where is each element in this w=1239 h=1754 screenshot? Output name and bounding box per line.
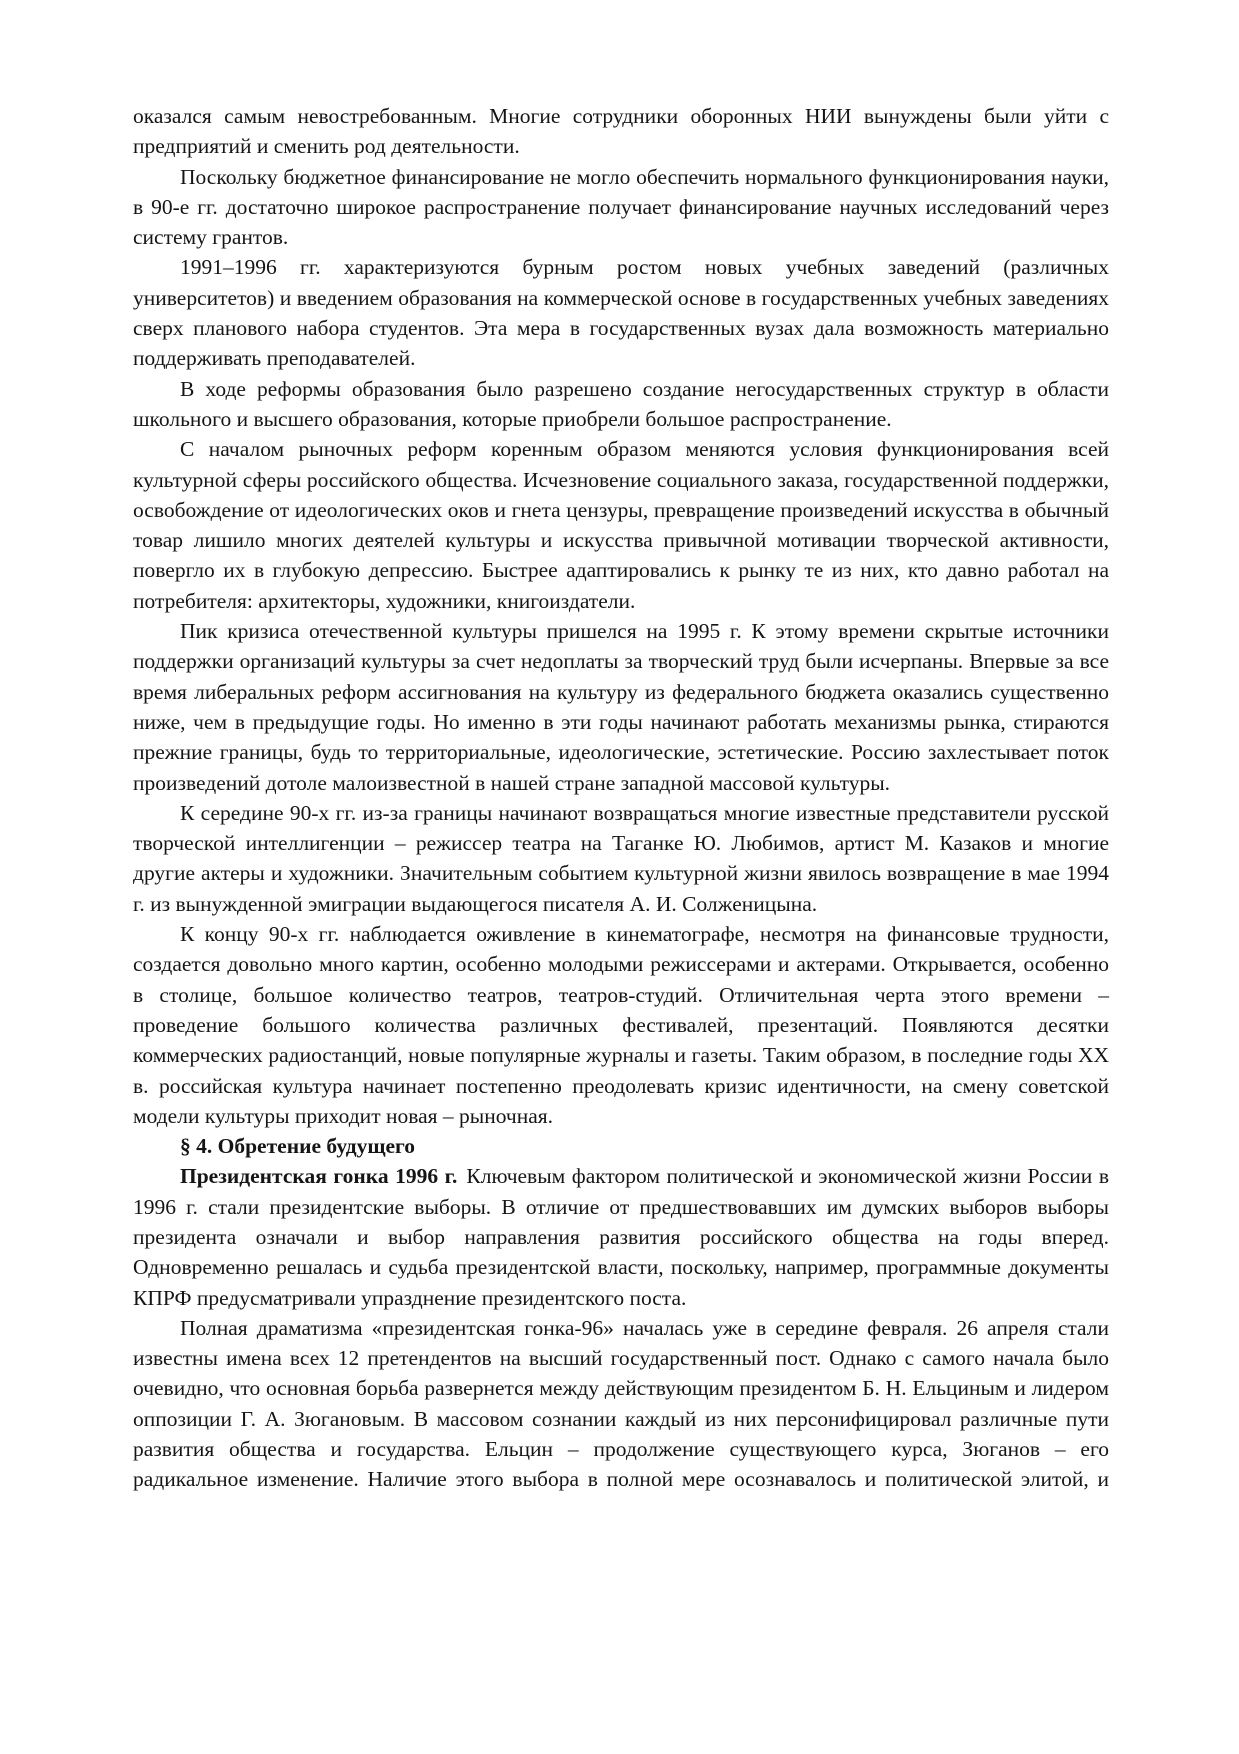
paragraph: К середине 90-х гг. из-за границы начинают возвращаться многие известные представители русской творческой интеллигенции – режиссер театра на Таганке Ю. Любимов, артист М. Казаков и многие другие актеры и художники. Значительным событием культурной жизни явилось возвращение в мае 1994 г. из вынужденной эмиграции выдающегося писателя А. И. Солженицына. xyxy=(133,800,1109,916)
paragraph: Полная драматизма «президентская гонка-96» началась уже в середине февраля. 26 апреля стали известны имена всех 12 претендентов на высший государственный пост. Однако с самого начала было очевидно, что основная борьба развернется между действующим президентом Б. Н. Ельциным и лидером оппозиции Г. А. Зюгановым. В массовом сознании каждый из них персонифицировал различные пути развития общества и государства. Ельцин – продолжение существующего курса, Зюганов – его радикальное изменение. Наличие этого выбора в полной мере осознавалось и политической элитой, и xyxy=(133,1315,1109,1492)
text-block xyxy=(133,101,1109,1495)
paragraph: 1991–1996 гг. характеризуются бурным ростом новых учебных заведений (различных университетов) и введением образования на коммерческой основе в государственных учебных заведениях сверх планового набора студентов. Эта мера в государственных вузах дала возможность материально поддерживать преподавателей. xyxy=(133,255,1109,371)
paragraph: К концу 90-х гг. наблюдается оживление в кинематографе, несмотря на финансовые трудности, создается довольно много картин, особенно молодыми режиссерами и актерами. Открывается, особенно в столице, большое количество театров, театров-студий. Отличительная черта этого времени – проведение большого количества различных фестивалей, презентаций. Появляются десятки коммерческих радиостанций, новые популярные журналы и газеты. Таким образом, в последние годы XX в. российская культура начинает постепенно преодолевать кризис идентичности, на смену советской модели культуры приходит новая – рыночная. xyxy=(133,922,1109,1128)
paragraph: Пик кризиса отечественной культуры пришелся на 1995 г. К этому времени скрытые источники поддержки организаций культуры за счет недоплаты за творческий труд были исчерпаны. Впервые за все время либеральных реформ ассигнования на культуру из федерального бюджета оказались существенно ниже, чем в предыдущие годы. Но именно в эти годы начинают работать механизмы рынка, стираются прежние границы, будь то территориальные, идеологические, эстетические. Россию захлестывает поток произведений дотоле малоизвестной в нашей стране западной массовой культуры. xyxy=(133,619,1109,795)
paragraph: В ходе реформы образования было разрешено создание негосударственных структур в области школьного и высшего образования, которые приобрели большое распространение. xyxy=(133,376,1109,431)
paragraph-continuation: оказался самым невостребованным. Многие сотрудники оборонных НИИ вынуждены были уйти с предприятий и сменить род деятельности. xyxy=(133,104,1109,159)
paragraph-body: Ключевым фактором политической и экономической жизни России в 1996 г. стали президентские выборы. В отличие от предшествовавших им думских выборов выборы президента означали и выбор направления развития российского общества на годы вперед. Одновременно решалась и судьба президентской власти, поскольку, например, программные документы КПРФ предусматривали упразднение президентского поста. xyxy=(133,1164,1109,1310)
paragraph: Поскольку бюджетное финансирование не могло обеспечить нормального функционирования науки, в 90-е гг. достаточно широкое распространение получает финансирование научных исследований через систему грантов. xyxy=(133,164,1109,250)
paragraph-lead: Президентская гонка 1996 г. xyxy=(180,1164,458,1189)
section-heading: § 4. Обретение будущего xyxy=(180,1134,416,1159)
paragraph: С началом рыночных реформ коренным образом меняются условия функционирования всей культурной сферы российского общества. Исчезновение социального заказа, государственной поддержки, освобождение от идеологических оков и гнета цензуры, превращение произведений искусства в обычный товар лишило многих деятелей культуры и искусства привычной мотивации творческой активности, повергло их в глубокую депрессию. Быстрее адаптировались к рынку те из них, кто давно работал на потребителя: архитекторы, художники, книгоиздатели. xyxy=(133,437,1109,613)
paragraph-with-lead xyxy=(133,1161,1109,1312)
